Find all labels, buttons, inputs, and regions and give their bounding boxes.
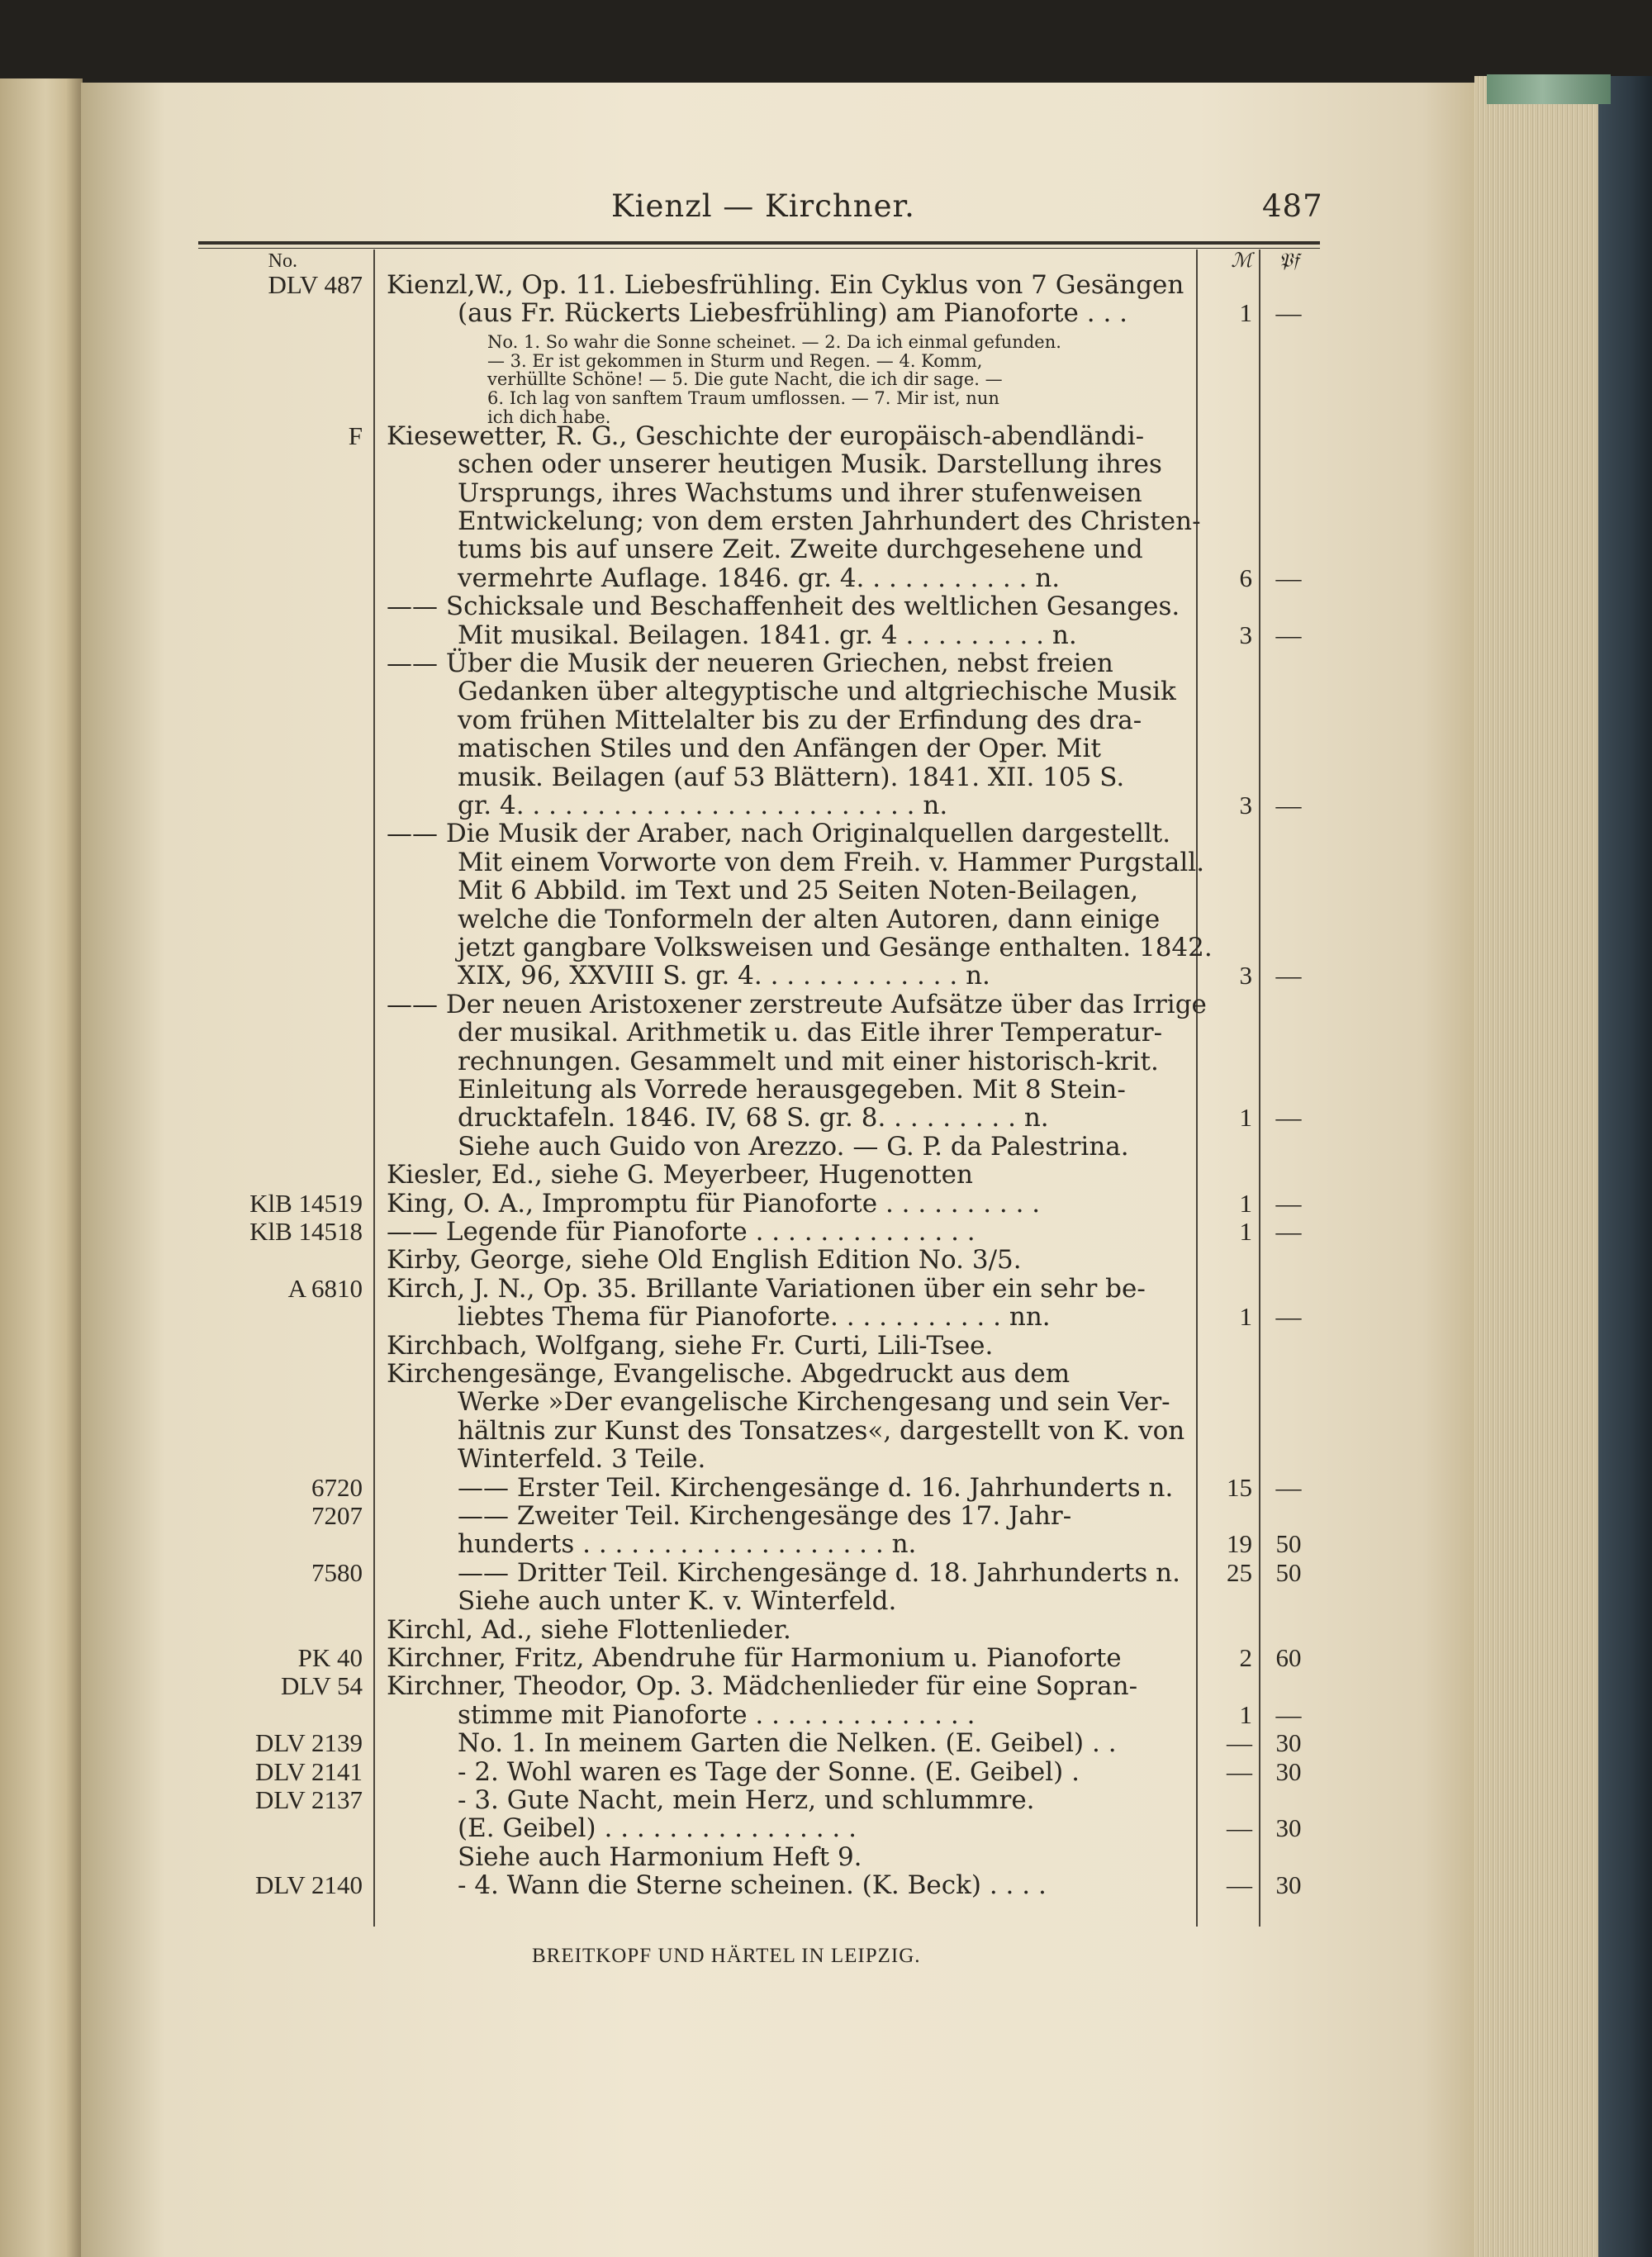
entry-text: King, O. A., Impromptu für Pianoforte . . . . . . . . . . xyxy=(387,1189,1041,1219)
entry-text: —— Über die Musik der neueren Griechen, nebst freien xyxy=(387,649,1113,678)
price-mark: 3 xyxy=(1239,791,1252,820)
entry-text: Werke »Der evangelische Kirchengesang und sein Ver- xyxy=(458,1387,1170,1417)
catalog-line xyxy=(0,1672,1652,1700)
price-mark: 25 xyxy=(1227,1558,1252,1587)
catalog-line xyxy=(0,934,1652,962)
catalog-line xyxy=(0,1332,1652,1360)
catalog-number: 7580 xyxy=(311,1558,363,1587)
entry-text: Kirchner, Fritz, Abendruhe für Harmonium u. Pianoforte xyxy=(387,1643,1122,1673)
entry-text: Kienzl,W., Op. 11. Liebesfrühling. Ein Cyklus von 7 Gesängen xyxy=(387,270,1184,300)
entry-text: Siehe auch Guido von Arezzo. — G. P. da Palestrina. xyxy=(458,1132,1129,1162)
price-pfennig: — xyxy=(1275,1700,1302,1729)
footer xyxy=(0,1945,1652,1978)
publisher-imprint: BREITKOPF UND HÄRTEL IN LEIPZIG. xyxy=(532,1945,921,1967)
entry-text: —— Der neuen Aristoxener zerstreute Aufsätze über das Irrige xyxy=(387,990,1207,1019)
entry-text: schen oder unserer heutigen Musik. Darstellung ihres xyxy=(458,449,1162,479)
entry-text: XIX, 96, XXVIII S. gr. 4. . . . . . . . . . . . . n. xyxy=(458,961,990,991)
catalog-line xyxy=(0,820,1652,848)
catalog-line xyxy=(0,991,1652,1019)
catalog-line xyxy=(0,1701,1652,1729)
catalog-number: DLV 2139 xyxy=(254,1728,363,1757)
catalog-line xyxy=(0,1076,1652,1104)
price-mark: 2 xyxy=(1239,1643,1252,1672)
catalog-line xyxy=(0,791,1652,820)
price-pfennig: — xyxy=(1275,791,1302,820)
price-pfennig: 60 xyxy=(1275,1643,1302,1672)
entry-text: - 4. Wann die Sterne scheinen. (K. Beck) . . . . xyxy=(458,1870,1047,1900)
catalog-line xyxy=(0,1559,1652,1587)
entry-text: liebtes Thema für Pianoforte. . . . . . . . . . . nn. xyxy=(458,1302,1051,1332)
entry-text: verhüllte Schöne! — 5. Die gute Nacht, die ich dir sage. — xyxy=(487,369,1003,389)
price-mark: 3 xyxy=(1239,961,1252,990)
catalog-line xyxy=(0,564,1652,592)
catalog-line xyxy=(0,1019,1652,1047)
mark-column-label: ℳ xyxy=(1231,250,1252,272)
catalog-line xyxy=(0,1246,1652,1274)
catalog-number: 6720 xyxy=(311,1473,363,1502)
entry-text: hältnis zur Kunst des Tonsatzes«, dargestellt von K. von xyxy=(458,1416,1185,1446)
entry-text: tums bis auf unsere Zeit. Zweite durchgesehene und xyxy=(458,535,1143,564)
entry-text: Kirchner, Theodor, Op. 3. Mädchenlieder für eine Sopran- xyxy=(387,1671,1138,1701)
entry-text: Kirch, J. N., Op. 35. Brillante Variationen über ein sehr be- xyxy=(387,1274,1146,1304)
catalog-line xyxy=(0,422,1652,450)
catalog-line xyxy=(0,1644,1652,1672)
price-pfennig: 30 xyxy=(1275,1870,1302,1899)
entry-text: Kiesler, Ed., siehe G. Meyerbeer, Hugenotten xyxy=(387,1160,973,1190)
catalog-line xyxy=(0,763,1652,791)
price-mark: 6 xyxy=(1239,563,1252,592)
entry-text: Mit einem Vorworte von dem Freih. v. Hammer Purgstall. xyxy=(458,848,1205,877)
catalog-line xyxy=(0,535,1652,563)
entry-text: Einleitung als Vorrede herausgegeben. Mit 8 Stein- xyxy=(458,1075,1126,1105)
entry-text: matischen Stiles und den Anfängen der Oper. Mit xyxy=(458,734,1101,763)
entry-text: - 3. Gute Nacht, mein Herz, und schlummre. xyxy=(458,1785,1035,1815)
catalog-line xyxy=(0,1275,1652,1303)
price-pfennig: — xyxy=(1275,1217,1302,1246)
entry-text: No. 1. So wahr die Sonne scheinet. — 2. Da ich einmal gefunden. xyxy=(487,332,1061,352)
entry-text: stimme mit Pianoforte . . . . . . . . . . . . . . xyxy=(458,1700,976,1730)
catalog-number: DLV 2141 xyxy=(254,1757,363,1786)
catalog-line xyxy=(0,1161,1652,1189)
entry-text: gr. 4. . . . . . . . . . . . . . . . . . . . . . . . . n. xyxy=(458,791,948,820)
entry-text: Ursprungs, ihres Wachstums und ihrer stufenweisen xyxy=(458,478,1142,508)
entry-text: Kirchengesänge, Evangelische. Abgedruckt aus dem xyxy=(387,1359,1070,1389)
catalog-line xyxy=(0,1218,1652,1246)
catalog-line xyxy=(0,1843,1652,1871)
price-mark: — xyxy=(1227,1728,1252,1757)
catalog-line xyxy=(0,848,1652,877)
entry-text: musik. Beilagen (auf 53 Blättern). 1841. XII. 105 S. xyxy=(458,763,1125,792)
catalog-line xyxy=(0,1786,1652,1814)
entry-text: - 2. Wohl waren es Tage der Sonne. (E. Geibel) . xyxy=(458,1757,1080,1787)
catalog-line xyxy=(0,1104,1652,1132)
price-mark: 15 xyxy=(1227,1473,1252,1502)
price-pfennig: — xyxy=(1275,620,1302,649)
price-mark: 1 xyxy=(1239,298,1252,327)
catalog-line xyxy=(0,271,1652,299)
catalog-line xyxy=(0,621,1652,649)
price-pfennig: — xyxy=(1275,298,1302,327)
catalog-line xyxy=(0,450,1652,478)
page-title: Kienzl — Kirchner. xyxy=(611,188,915,224)
page-number: 487 xyxy=(1262,188,1323,224)
number-column-label: No. xyxy=(268,250,297,272)
catalog-line xyxy=(0,1190,1652,1218)
price-pfennig: 30 xyxy=(1275,1757,1302,1786)
entry-text: Kiesewetter, R. G., Geschichte der europäisch-abendländi- xyxy=(387,421,1145,451)
entry-text: drucktafeln. 1846. IV, 68 S. gr. 8. . . . . . . . . n. xyxy=(458,1103,1049,1133)
price-mark: 1 xyxy=(1239,1189,1252,1218)
catalog-line xyxy=(0,677,1652,706)
catalog-number: F xyxy=(348,421,363,450)
price-mark: 1 xyxy=(1239,1302,1252,1331)
catalog-line xyxy=(0,479,1652,507)
catalog-line xyxy=(0,592,1652,620)
entry-text: Mit 6 Abbild. im Text und 25 Seiten Noten-Beilagen, xyxy=(458,876,1139,905)
entry-text: Winterfeld. 3 Teile. xyxy=(458,1444,706,1474)
entry-text: — 3. Er ist gekommen in Sturm und Regen. — 4. Komm, xyxy=(487,351,983,371)
price-pfennig: 30 xyxy=(1275,1813,1302,1842)
entry-text: Kirchbach, Wolfgang, siehe Fr. Curti, Lili-Tsee. xyxy=(387,1331,994,1361)
catalog-line xyxy=(0,649,1652,677)
catalog-line xyxy=(0,299,1652,327)
catalog-line xyxy=(0,1616,1652,1644)
catalog-line xyxy=(0,905,1652,934)
catalog-line xyxy=(0,1474,1652,1502)
catalog-line xyxy=(0,706,1652,734)
entry-text: (E. Geibel) . . . . . . . . . . . . . . . . xyxy=(458,1813,857,1843)
entry-text: (aus Fr. Rückerts Liebesfrühling) am Pianoforte . . . xyxy=(458,298,1128,328)
entry-text: der musikal. Arithmetik u. das Eitle ihrer Temperatur- xyxy=(458,1018,1163,1048)
catalog-line xyxy=(0,734,1652,763)
entry-text: —— Schicksale und Beschaffenheit des weltlichen Gesanges. xyxy=(387,592,1180,621)
entry-text: hunderts . . . . . . . . . . . . . . . . . . . n. xyxy=(458,1529,917,1559)
entry-text: —— Erster Teil. Kirchengesänge d. 16. Jahrhunderts n. xyxy=(458,1473,1174,1503)
catalog-number: KlB 14518 xyxy=(249,1217,363,1246)
catalog-number: DLV 54 xyxy=(280,1671,363,1700)
entry-text: Gedanken über altegyptische und altgriechische Musik xyxy=(458,677,1176,706)
catalog-number: PK 40 xyxy=(297,1643,363,1672)
entry-text: —— Dritter Teil. Kirchengesänge d. 18. Jahrhunderts n. xyxy=(458,1558,1180,1588)
price-pfennig: — xyxy=(1275,1473,1302,1502)
catalog-line xyxy=(0,1417,1652,1445)
catalog-line xyxy=(0,877,1652,905)
price-mark: 19 xyxy=(1227,1529,1252,1558)
catalog-number: A 6810 xyxy=(287,1274,363,1303)
catalog-number: 7207 xyxy=(311,1501,363,1530)
catalog-line xyxy=(0,1303,1652,1331)
entry-text: —— Die Musik der Araber, nach Originalquellen dargestellt. xyxy=(387,819,1171,848)
entry-text: vom frühen Mittelalter bis zu der Erfindung des dra- xyxy=(458,706,1142,735)
price-pfennig: — xyxy=(1275,1103,1302,1132)
price-mark: 1 xyxy=(1239,1217,1252,1246)
entry-text: Entwickelung; von dem ersten Jahrhundert des Christen- xyxy=(458,506,1201,536)
catalog-line xyxy=(0,1814,1652,1842)
entry-text: welche die Tonformeln der alten Autoren, dann einige xyxy=(458,905,1161,934)
catalog-line xyxy=(0,1360,1652,1388)
entry-text: Siehe auch unter K. v. Winterfeld. xyxy=(458,1586,897,1616)
catalog-line xyxy=(0,507,1652,535)
price-pfennig: 30 xyxy=(1275,1728,1302,1757)
price-pfennig: — xyxy=(1275,563,1302,592)
catalog-line xyxy=(0,1871,1652,1899)
price-mark: 1 xyxy=(1239,1700,1252,1729)
entry-text: jetzt gangbare Volksweisen und Gesänge enthalten. 1842. xyxy=(458,933,1213,962)
catalog-line xyxy=(0,1502,1652,1530)
pfennig-column-label: 𝔓𝔣 xyxy=(1278,250,1299,272)
price-mark: 1 xyxy=(1239,1103,1252,1132)
catalog-line xyxy=(0,1530,1652,1558)
price-mark: 3 xyxy=(1239,620,1252,649)
price-pfennig: — xyxy=(1275,1189,1302,1218)
catalog-line xyxy=(0,1758,1652,1786)
price-mark: — xyxy=(1227,1757,1252,1786)
catalog-line xyxy=(0,1445,1652,1473)
price-pfennig: — xyxy=(1275,961,1302,990)
entry-text: 6. Ich lag von sanftem Traum umflossen. — 7. Mir ist, nun xyxy=(487,388,999,408)
entry-text: —— Zweiter Teil. Kirchengesänge des 17. Jahr- xyxy=(458,1501,1072,1531)
entry-text: Mit musikal. Beilagen. 1841. gr. 4 . . . . . . . . . n. xyxy=(458,620,1077,650)
price-pfennig: 50 xyxy=(1275,1558,1302,1587)
catalog-line xyxy=(0,1048,1652,1076)
entry-text: rechnungen. Gesammelt und mit einer historisch-krit. xyxy=(458,1047,1159,1076)
catalog-line xyxy=(0,962,1652,990)
entry-text: Kirchl, Ad., siehe Flottenlieder. xyxy=(387,1615,791,1645)
catalog-line xyxy=(0,1729,1652,1757)
catalog-number: DLV 487 xyxy=(268,270,363,299)
catalog-number: DLV 2137 xyxy=(254,1785,363,1814)
entry-text: ich dich habe. xyxy=(487,407,611,427)
price-pfennig: 50 xyxy=(1275,1529,1302,1558)
entry-text: No. 1. In meinem Garten die Nelken. (E. Geibel) . . xyxy=(458,1728,1117,1758)
price-pfennig: — xyxy=(1275,1302,1302,1331)
catalog-number: DLV 2140 xyxy=(254,1870,363,1899)
entry-text: vermehrte Auflage. 1846. gr. 4. . . . . . . . . . . n. xyxy=(458,563,1061,593)
catalog-line xyxy=(0,1133,1652,1161)
price-mark: — xyxy=(1227,1813,1252,1842)
price-mark: — xyxy=(1227,1870,1252,1899)
catalog-line xyxy=(0,1388,1652,1416)
entry-text: Siehe auch Harmonium Heft 9. xyxy=(458,1842,862,1872)
entry-text: —— Legende für Pianoforte . . . . . . . . . . . . . . xyxy=(387,1217,976,1247)
entry-text: Kirby, George, siehe Old English Edition No. 3/5. xyxy=(387,1245,1022,1275)
catalog-number: KlB 14519 xyxy=(249,1189,363,1218)
catalog-line xyxy=(0,1587,1652,1615)
